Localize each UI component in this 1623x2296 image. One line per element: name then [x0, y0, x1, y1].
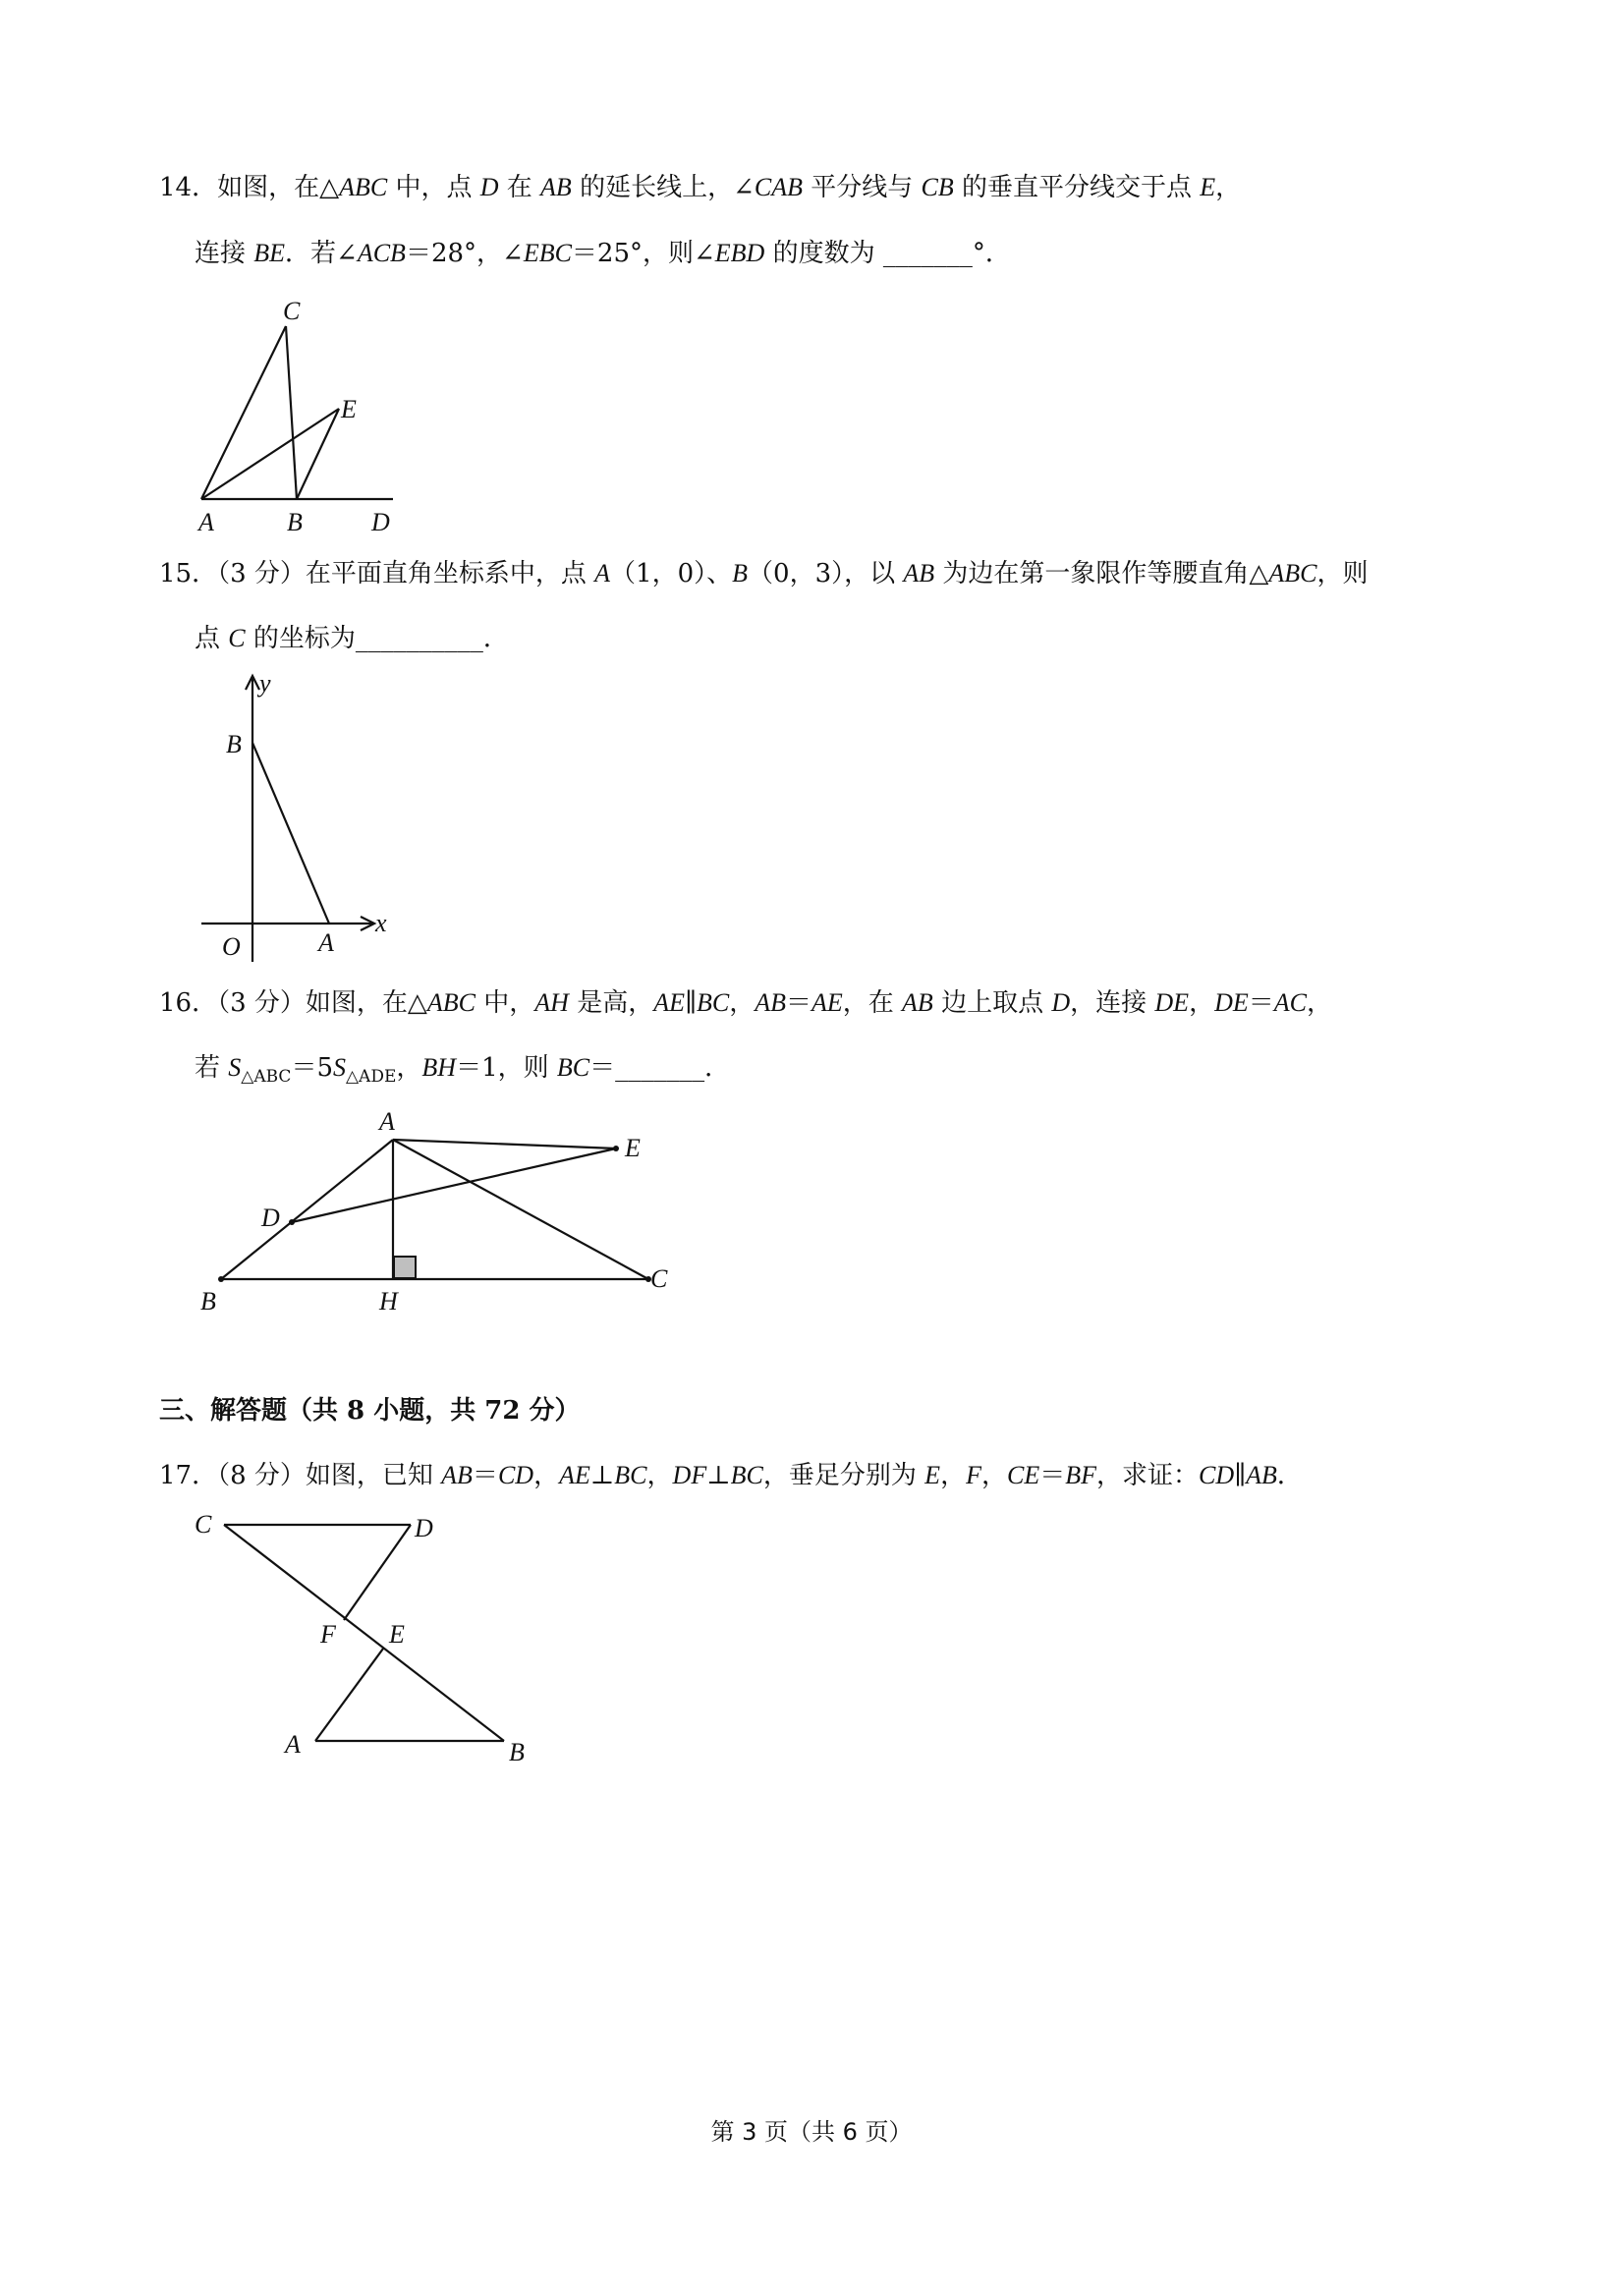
- q16-point-d: [289, 1219, 295, 1225]
- q14-label-d: D: [371, 508, 390, 536]
- q14-label-a: A: [198, 508, 214, 536]
- q16-line-ab: [221, 1140, 393, 1279]
- q17-label-f: F: [320, 1620, 336, 1649]
- q14-label-b: B: [287, 508, 303, 536]
- q17-figure: [187, 1503, 540, 1768]
- q16-label-b: B: [200, 1287, 216, 1316]
- q17-line-df: [344, 1525, 411, 1620]
- q14-figure: [187, 290, 413, 540]
- q14-line-ac: [201, 326, 286, 499]
- q15-label-b: B: [226, 730, 242, 758]
- q16-label-e: E: [625, 1134, 641, 1162]
- q16-label-h: H: [379, 1287, 398, 1316]
- q14-label-c: C: [283, 297, 301, 325]
- q17-label-c: C: [195, 1510, 212, 1539]
- q16-line-1: 16．（3 分）如图，在△ABC 中，AH 是高，AE∥BC，AB＝AE，在 AB 边上取点 D，连接 DE，DE＝AC，: [159, 988, 1333, 1018]
- q15-line-1: 15．（3 分）在平面直角坐标系中，点 A（1，0）、B（0，3），以 AB 为边在第一象限作等腰直角△ABC，则: [159, 559, 1369, 588]
- q16-label-c: C: [650, 1264, 668, 1293]
- q16-line-de: [292, 1148, 616, 1222]
- q15-line-ab: [252, 743, 329, 924]
- q17-line-ea: [315, 1649, 383, 1741]
- q17-line-1: 17．（8 分）如图，已知 AB＝CD，AE⊥BC，DF⊥BC，垂足分别为 E，F，CE＝BF，求证：CD∥AB．: [159, 1461, 1303, 1490]
- q16-point-b: [218, 1276, 224, 1282]
- q14-line-2: 连接 BE．若∠ACB＝28°，∠EBC＝25°，则∠EBD 的度数为 _______°．: [195, 239, 1011, 268]
- q15-figure: [187, 670, 413, 965]
- q16-label-a: A: [379, 1107, 395, 1136]
- q14-label-e: E: [341, 395, 357, 423]
- page-footer: 第 3 页（共 6 页）: [710, 2118, 913, 2146]
- q16-right-angle-mark: [394, 1257, 416, 1278]
- q17-label-b: B: [509, 1738, 525, 1766]
- q14-line-1: 14．如图，在△ABC 中，点 D 在 AB 的延长线上，∠CAB 平分线与 CB 的垂直平分线交于点 E，: [159, 173, 1242, 202]
- q17-label-e: E: [389, 1620, 405, 1649]
- q16-figure: [196, 1100, 688, 1316]
- q17-label-d: D: [415, 1514, 433, 1542]
- q16-point-e: [613, 1146, 619, 1151]
- q15-label-x: x: [375, 909, 387, 937]
- q15-label-a: A: [318, 928, 334, 957]
- q17-line-cb: [224, 1525, 504, 1741]
- q16-label-d: D: [261, 1204, 280, 1232]
- section-heading: 三、解答题（共 8 小题，共 72 分）: [159, 1396, 581, 1426]
- q16-line-ac: [393, 1140, 648, 1279]
- q16-line-2: 若 $S_{\triangle ABC}=5S_{\triangle ADE}$，BH＝1，则 BC＝_______．: [195, 1053, 731, 1087]
- q15-label-y: y: [259, 669, 271, 698]
- q17-label-a: A: [285, 1730, 301, 1759]
- q15-label-o: O: [222, 932, 241, 961]
- q16-line-ae: [393, 1140, 616, 1148]
- q15-line-2: 点 C 的坐标为__________．: [195, 624, 509, 653]
- q14-line-cb: [286, 326, 297, 499]
